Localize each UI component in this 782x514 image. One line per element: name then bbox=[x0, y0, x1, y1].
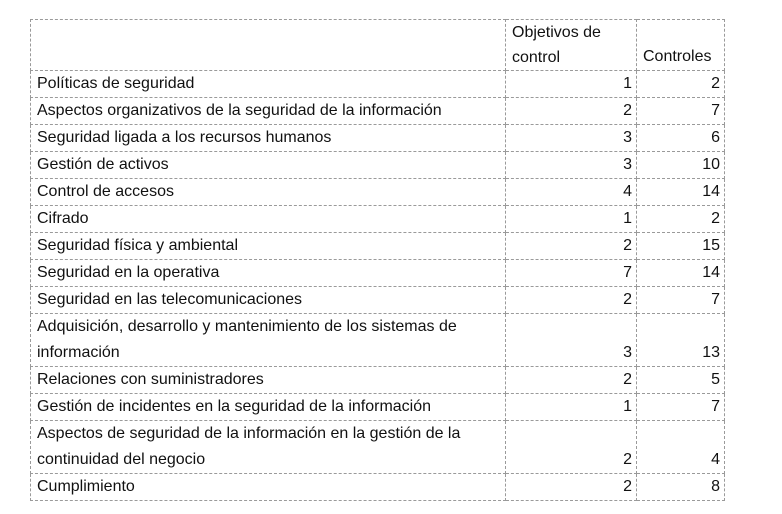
table-row bbox=[31, 421, 725, 474]
table-row bbox=[31, 394, 725, 421]
header-controls-cell[interactable]: Controles bbox=[637, 20, 725, 71]
domain-cell[interactable]: Gestión de activos bbox=[31, 152, 506, 179]
domain-cell[interactable]: Cifrado bbox=[31, 206, 506, 233]
header-objectives-cell[interactable]: Objetivos de control bbox=[506, 20, 637, 71]
objectives-cell[interactable]: 3 bbox=[506, 125, 637, 152]
domain-cell[interactable]: Seguridad en la operativa bbox=[31, 260, 506, 287]
table-body bbox=[31, 71, 725, 501]
domain-cell[interactable]: Aspectos organizativos de la seguridad de la información bbox=[31, 98, 506, 125]
controls-cell[interactable]: 8 bbox=[637, 474, 725, 501]
objectives-cell[interactable]: 3 bbox=[506, 152, 637, 179]
controls-cell[interactable]: 6 bbox=[637, 125, 725, 152]
table-row bbox=[31, 125, 725, 152]
domain-cell[interactable]: Cumplimiento bbox=[31, 474, 506, 501]
objectives-cell[interactable]: 2 bbox=[506, 421, 637, 474]
controls-cell[interactable]: 4 bbox=[637, 421, 725, 474]
controls-cell[interactable]: 7 bbox=[637, 287, 725, 314]
objectives-cell[interactable]: 7 bbox=[506, 260, 637, 287]
objectives-cell[interactable]: 1 bbox=[506, 206, 637, 233]
objectives-cell[interactable]: 2 bbox=[506, 233, 637, 260]
controls-cell[interactable]: 7 bbox=[637, 98, 725, 125]
domain-cell[interactable]: Adquisición, desarrollo y mantenimiento de los sistemas de información bbox=[31, 314, 506, 367]
objectives-cell[interactable]: 2 bbox=[506, 98, 637, 125]
objectives-cell[interactable]: 3 bbox=[506, 314, 637, 367]
controls-cell[interactable]: 5 bbox=[637, 367, 725, 394]
table-row bbox=[31, 71, 725, 98]
domain-cell[interactable]: Seguridad física y ambiental bbox=[31, 233, 506, 260]
controls-cell[interactable]: 10 bbox=[637, 152, 725, 179]
domain-cell[interactable]: Seguridad ligada a los recursos humanos bbox=[31, 125, 506, 152]
domain-cell[interactable]: Gestión de incidentes en la seguridad de la información bbox=[31, 394, 506, 421]
table-row bbox=[31, 474, 725, 501]
table-row bbox=[31, 233, 725, 260]
table-row bbox=[31, 98, 725, 125]
domain-cell[interactable]: Relaciones con suministradores bbox=[31, 367, 506, 394]
controls-cell[interactable]: 15 bbox=[637, 233, 725, 260]
header-domain-cell[interactable] bbox=[31, 20, 506, 71]
table-row bbox=[31, 287, 725, 314]
iso27002-domains-table bbox=[30, 19, 725, 501]
table-row bbox=[31, 314, 725, 367]
controls-cell[interactable]: 2 bbox=[637, 206, 725, 233]
domain-cell[interactable]: Seguridad en las telecomunicaciones bbox=[31, 287, 506, 314]
objectives-cell[interactable]: 2 bbox=[506, 287, 637, 314]
table-row bbox=[31, 206, 725, 233]
objectives-cell[interactable]: 2 bbox=[506, 367, 637, 394]
table-row bbox=[31, 179, 725, 206]
controls-cell[interactable]: 14 bbox=[637, 179, 725, 206]
table-row bbox=[31, 152, 725, 179]
table-row bbox=[31, 367, 725, 394]
table-row bbox=[31, 260, 725, 287]
controls-cell[interactable]: 2 bbox=[637, 71, 725, 98]
header-row bbox=[31, 20, 725, 71]
objectives-cell[interactable]: 2 bbox=[506, 474, 637, 501]
controls-cell[interactable]: 13 bbox=[637, 314, 725, 367]
controls-cell[interactable]: 7 bbox=[637, 394, 725, 421]
objectives-cell[interactable]: 1 bbox=[506, 394, 637, 421]
domain-cell[interactable]: Políticas de seguridad bbox=[31, 71, 506, 98]
objectives-cell[interactable]: 4 bbox=[506, 179, 637, 206]
objectives-cell[interactable]: 1 bbox=[506, 71, 637, 98]
domain-cell[interactable]: Aspectos de seguridad de la información en la gestión de la continuidad del negocio bbox=[31, 421, 506, 474]
controls-cell[interactable]: 14 bbox=[637, 260, 725, 287]
domain-cell[interactable]: Control de accesos bbox=[31, 179, 506, 206]
